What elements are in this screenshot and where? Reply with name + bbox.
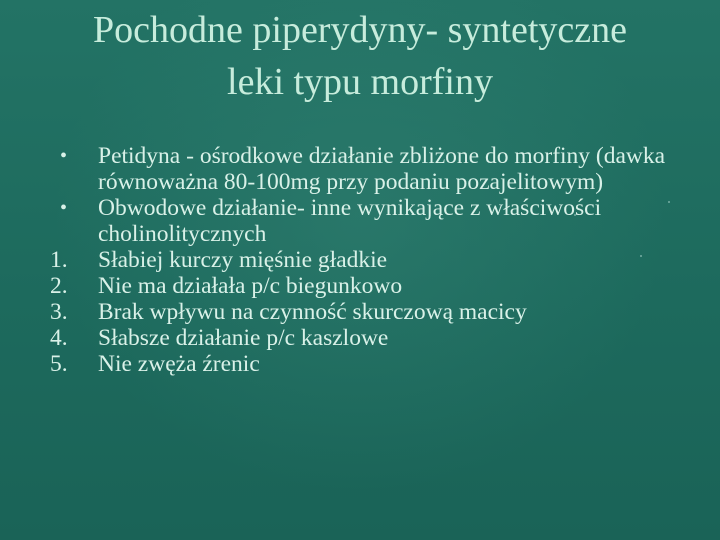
list-item-text: Nie ma działała p/c biegunkowo <box>98 273 403 299</box>
list-item-text: Słabiej kurczy mięśnie gładkie <box>98 247 388 273</box>
number-marker: 2. <box>50 273 68 299</box>
list-item <box>50 351 690 377</box>
list-item-text: Obwodowe działanie- inne wynikające z właściwości cholinolitycznych <box>98 195 602 247</box>
bullet-marker: • <box>60 145 68 167</box>
slide-title <box>0 4 720 108</box>
list-item-text: Petidyna - ośrodkowe działanie zbliżone do morfiny (dawka równoważna 80-100mg przy podaniu pozajelitowym) <box>98 143 666 195</box>
bullet-marker: • <box>60 197 68 219</box>
bullet-list <box>50 143 690 377</box>
number-marker: 1. <box>50 247 68 273</box>
slide-title-line-1: Pochodne piperydyny- syntetyczne <box>93 9 627 51</box>
list-item <box>50 299 690 325</box>
list-item <box>50 325 690 351</box>
list-item <box>50 143 690 195</box>
list-item <box>50 247 690 273</box>
list-item-text: Brak wpływu na czynność skurczową macicy <box>98 299 527 325</box>
slide-title-line-2: leki typu morfiny <box>227 61 493 103</box>
list-item-text: Nie zwęża źrenic <box>98 351 260 377</box>
list-item-text: Słabsze działanie p/c kaszlowe <box>98 325 389 351</box>
number-marker: 3. <box>50 299 68 325</box>
number-marker: 5. <box>50 351 68 377</box>
number-marker: 4. <box>50 325 68 351</box>
list-item <box>50 195 690 247</box>
list-item <box>50 273 690 299</box>
